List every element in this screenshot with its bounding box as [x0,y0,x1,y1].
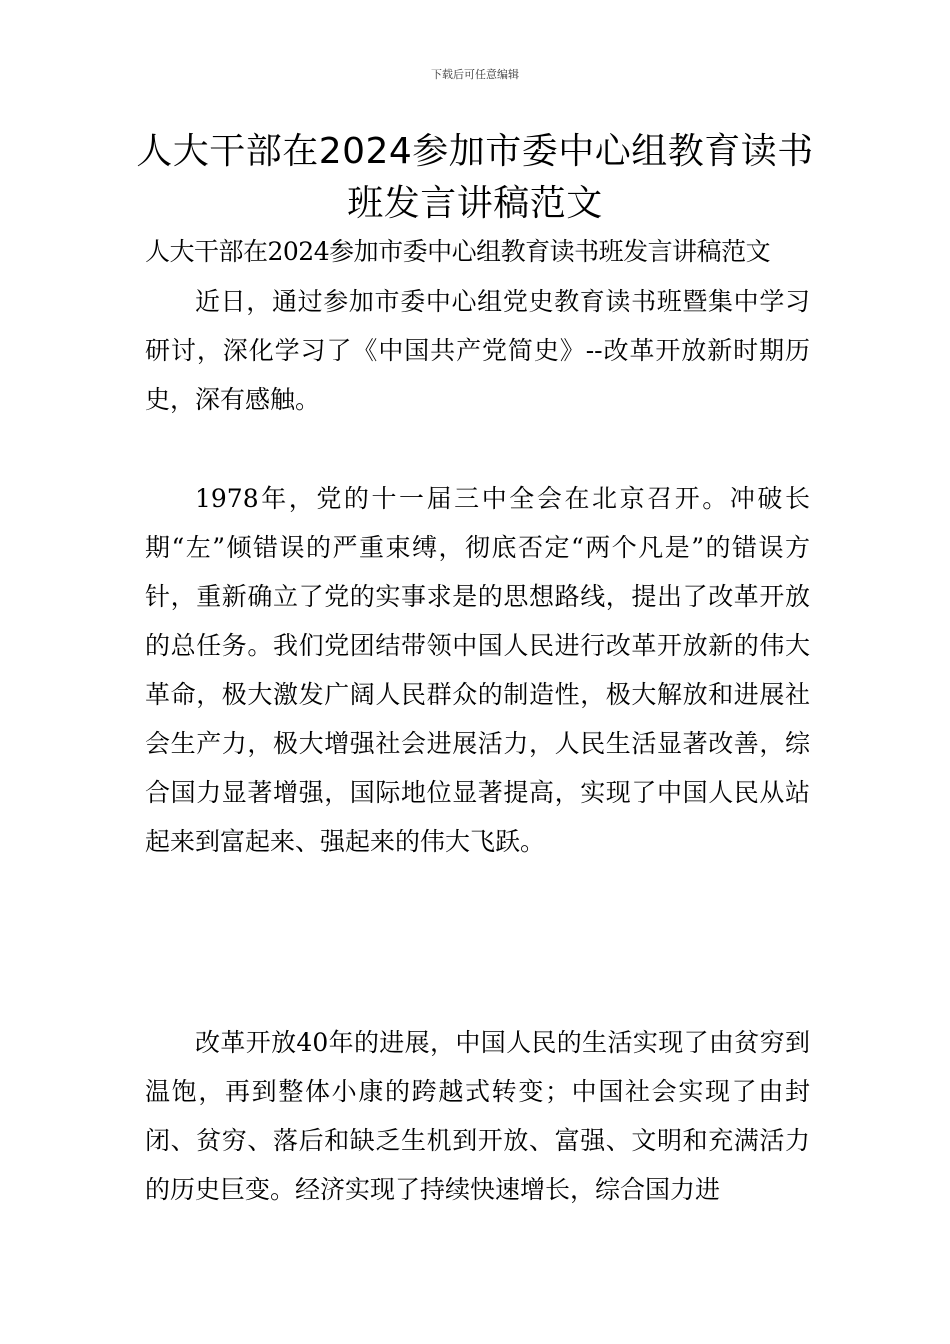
paragraph-2: 1978年，党的十一届三中全会在北京召开。冲破长期“左”倾错误的严重束缚，彻底否定“两个凡是”的错误方针，重新确立了党的实事求是的思想路线，提出了改革开放的总任务。我们党团结带领中国人民进行改革开放新的伟大革命，极大激发广阔人民群众的制造性，极大解放和进展社会生产力，极大增强社会进展活力，人民生活显著改善，综合国力显著增强，国际地位显著提高，实现了中国人民从站起来到富起来、强起来的伟大飞跃。 [145,484,810,856]
paragraph-1: 近日，通过参加市委中心组党史教育读书班暨集中学习研讨，深化学习了《中国共产党简史》--改革开放新时期历史，深有感触。 [145,287,810,414]
page-header-note: 下载后可任意编辑 [431,68,519,81]
document-subtitle: 人大干部在2024参加市委中心组教育读书班发言讲稿范文 [145,237,771,266]
document-title: 人大干部在2024参加市委中心组教育读书班发言讲稿范文 [136,131,814,224]
paragraph-3: 改革开放40年的进展，中国人民的生活实现了由贫穷到温饱，再到整体小康的跨越式转变；中国社会实现了由封闭、贫穷、落后和缺乏生机到开放、富强、文明和充满活力的历史巨变。经济实现了持续快速增长，综合国力进 [145,1028,810,1204]
